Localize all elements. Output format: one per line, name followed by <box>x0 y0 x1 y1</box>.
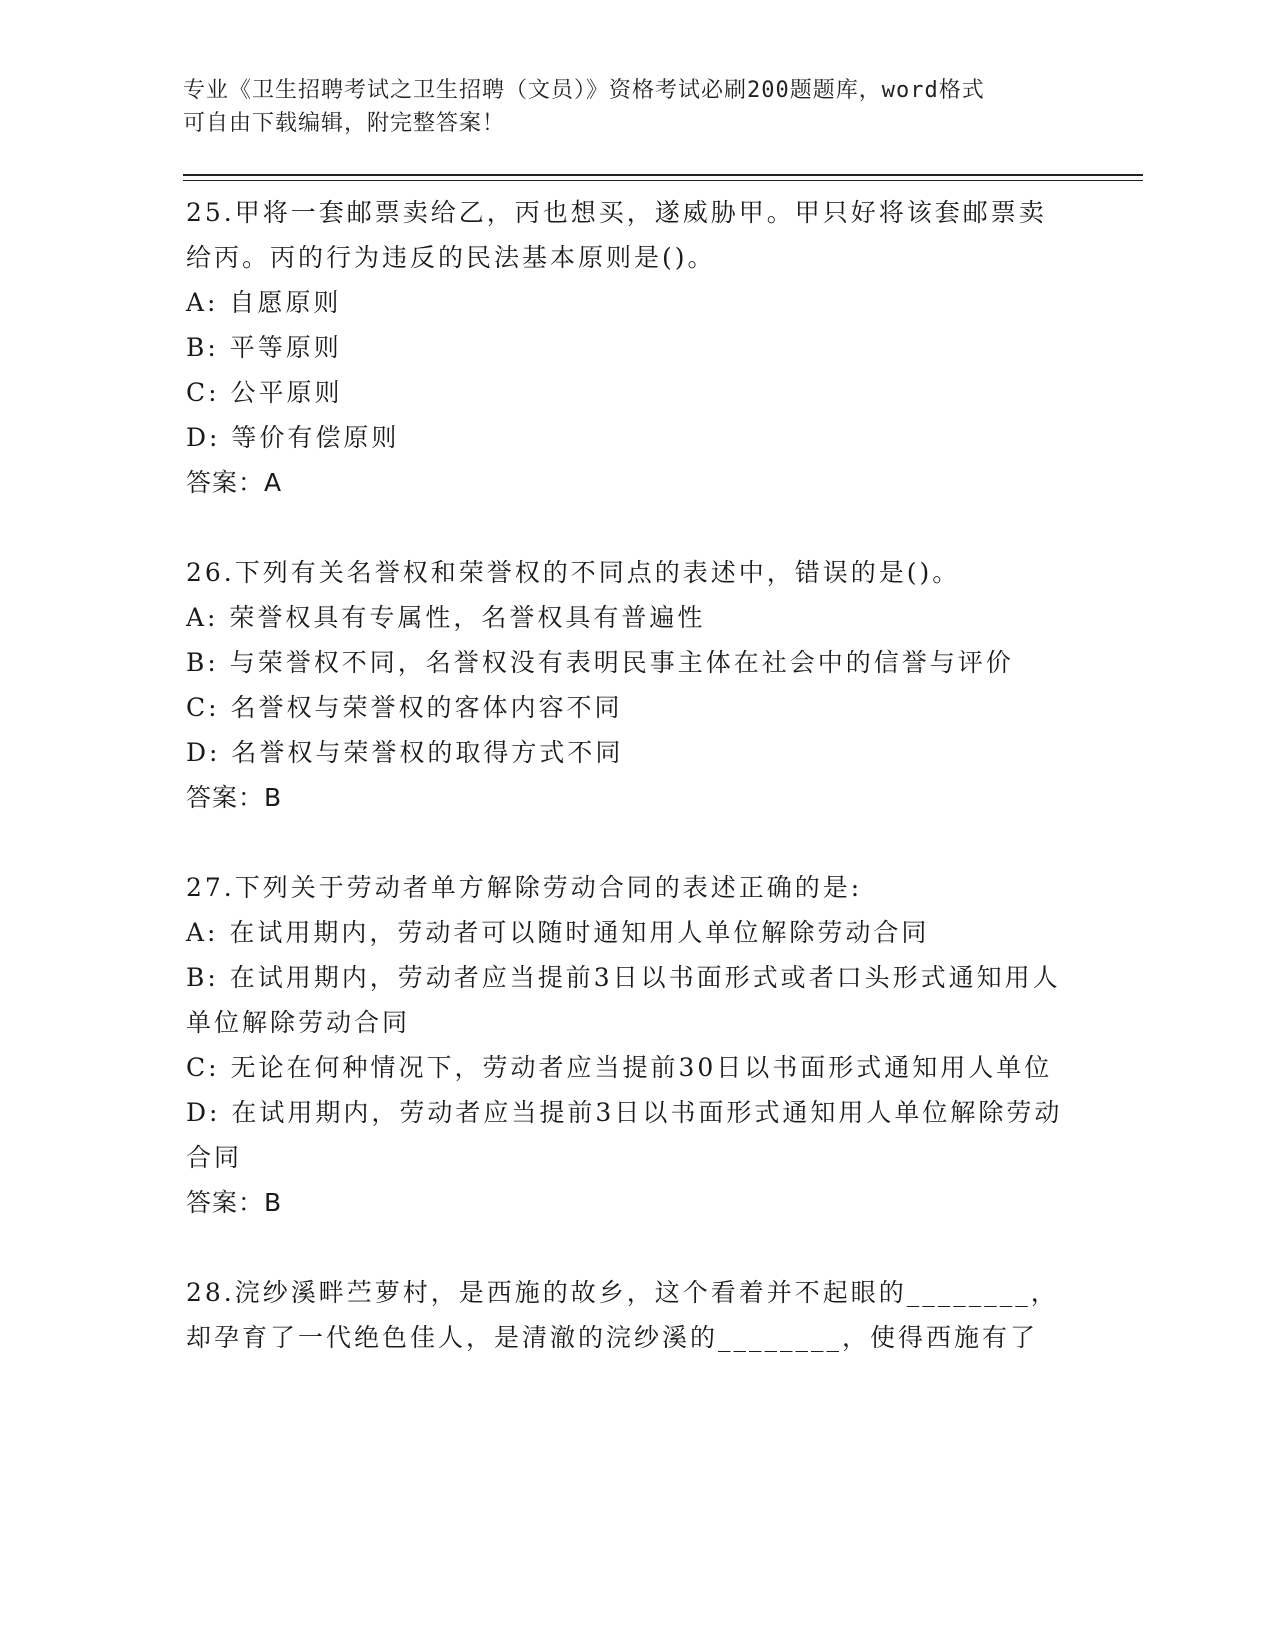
question-27 <box>186 865 1066 1225</box>
option-b: B: 在试用期内，劳动者应当提前3日以书面形式或者口头形式通知用人单位解除劳动合同 <box>186 963 1061 1037</box>
option-b: B: 平等原则 <box>186 333 342 362</box>
option-a: A: 自愿原则 <box>186 288 342 317</box>
option-a: A: 荣誉权具有专属性，名誉权具有普遍性 <box>186 603 706 632</box>
answer: 答案：B <box>186 783 283 812</box>
question-list <box>186 190 1066 1360</box>
option-c: C: 无论在何种情况下，劳动者应当提前30日以书面形式通知用人单位 <box>186 1053 1053 1082</box>
option-c: C: 名誉权与荣誉权的客体内容不同 <box>186 693 623 722</box>
question-26 <box>186 550 1066 820</box>
question-28 <box>186 1270 1066 1360</box>
header-divider <box>183 174 1143 176</box>
question-stem: 27.下列关于劳动者单方解除劳动合同的表述正确的是: <box>186 873 863 902</box>
question-stem: 25.甲将一套邮票卖给乙，丙也想买，遂威胁甲。甲只好将该套邮票卖给丙。丙的行为违反的民法基本原则是()。 <box>186 198 1047 272</box>
header-divider-thin <box>183 180 1143 181</box>
option-d: D: 在试用期内，劳动者应当提前3日以书面形式通知用人单位解除劳动合同 <box>186 1098 1063 1172</box>
header-line-2: 可自由下载编辑，附完整答案！ <box>183 111 506 136</box>
question-stem: 28.浣纱溪畔苎萝村，是西施的故乡，这个看着并不起眼的________，却孕育了一代绝色佳人，是清澈的浣纱溪的________，使得西施有了 <box>186 1278 1059 1352</box>
answer: 答案：B <box>186 1188 283 1217</box>
answer: 答案：A <box>186 468 283 497</box>
option-a: A: 在试用期内，劳动者可以随时通知用人单位解除劳动合同 <box>186 918 930 947</box>
option-c: C: 公平原则 <box>186 378 343 407</box>
header-line-1: 专业《卫生招聘考试之卫生招聘（文员）》资格考试必刷200题题库，word格式 <box>183 78 985 103</box>
question-25 <box>186 190 1066 505</box>
document-header <box>183 74 1083 140</box>
option-b: B: 与荣誉权不同，名誉权没有表明民事主体在社会中的信誉与评价 <box>186 648 1014 677</box>
question-stem: 26.下列有关名誉权和荣誉权的不同点的表述中，错误的是()。 <box>186 558 961 587</box>
option-d: D: 等价有偿原则 <box>186 423 400 452</box>
option-d: D: 名誉权与荣誉权的取得方式不同 <box>186 738 624 767</box>
